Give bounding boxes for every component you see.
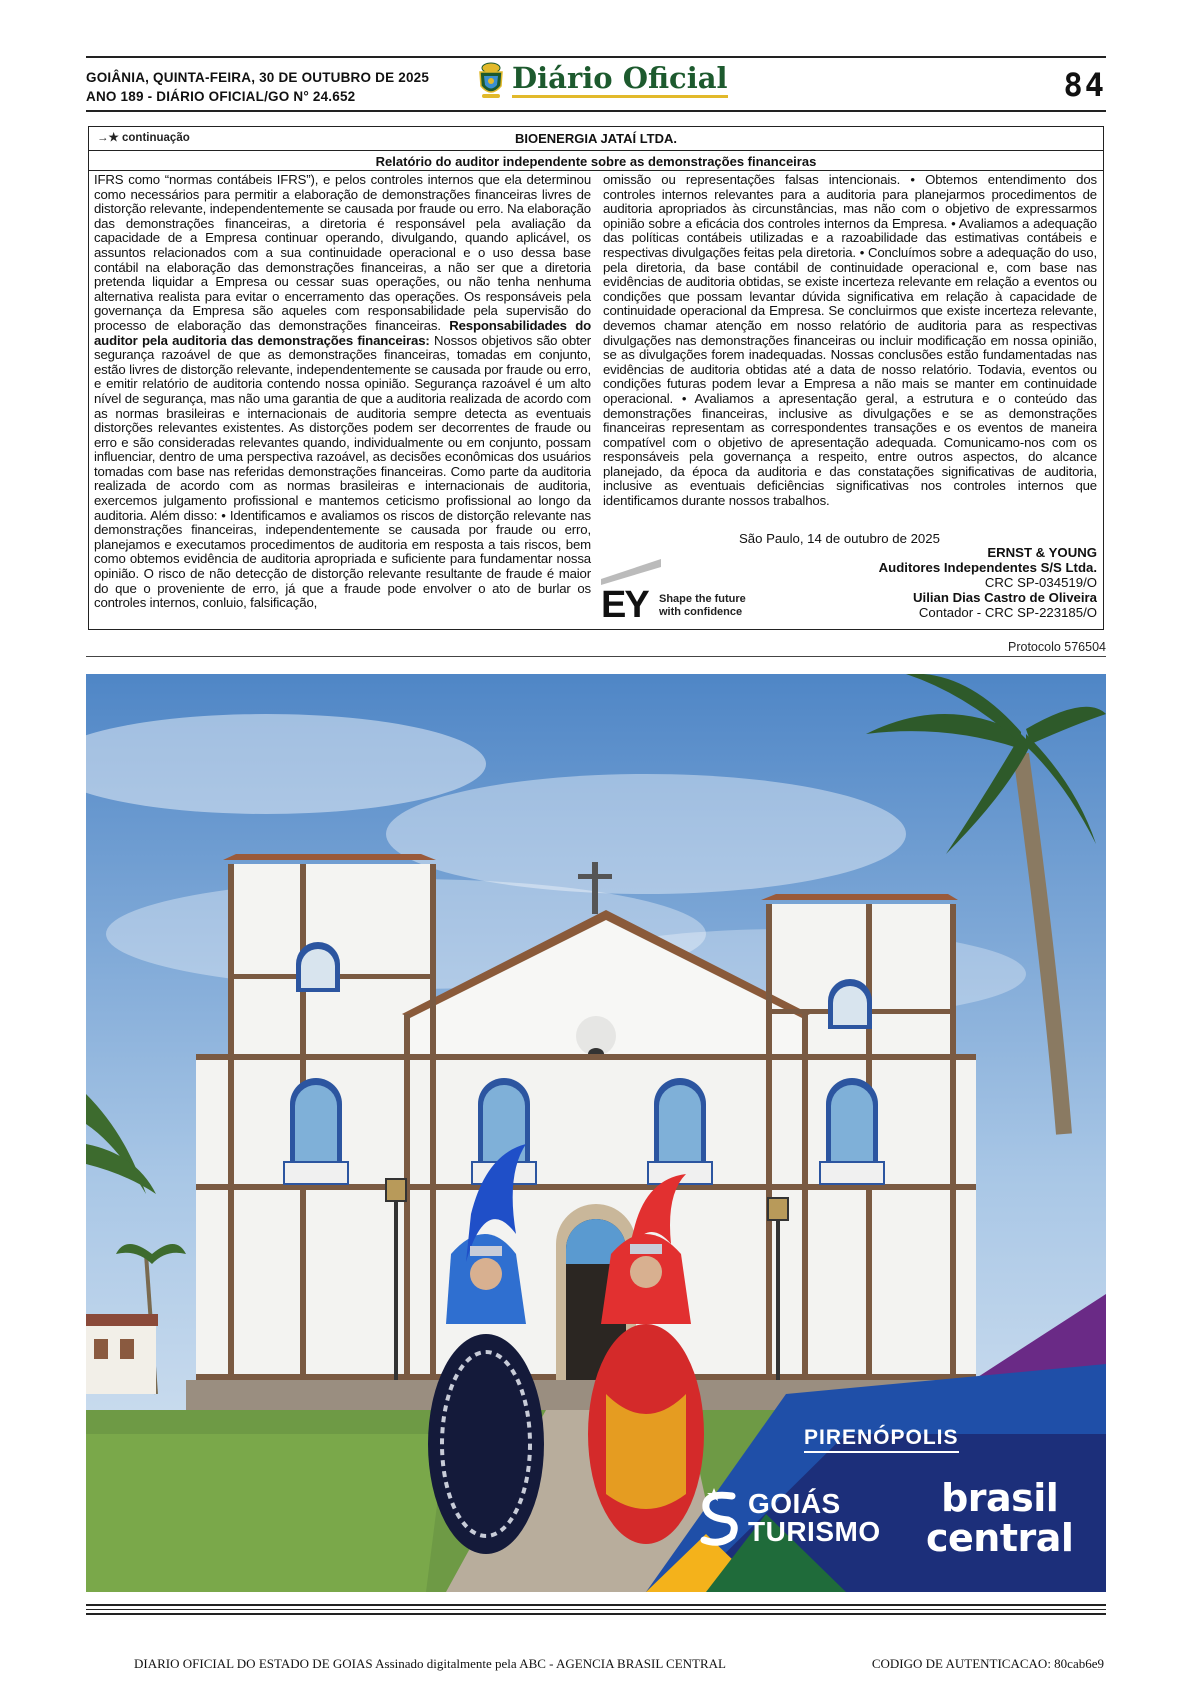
paragraph-text: omissão ou representações falsas intencionais. • Obtemos entendimento dos controles internos relevantes para a auditoria para planejarmos procedimentos de auditoria apropriados às circunstâncias, mas não com o objetivo de expressarmos opinião sobre a eficácia dos controles internos da Empresa. • Avaliamos a adequação das políticas contábeis utilizadas e a razoabilidade das estimativas contábeis e respectivas divulgações feitas pela diretoria. • Concluímos sobre a adequação do uso, pela diretoria, da base contábil de continuidade operacional e, com base nas evidências de auditoria obtidas, se existe incerteza relevante em relação a eventos ou condições que possam levantar dúvida significativa em relação à capacidade de continuidade operacional da Empresa. Se concluirmos que existe incerteza relevante, devemos chamar atenção em nosso relatório de auditoria para as respectivas divulgações nas demonstrações financeiras ou incluir modificação em nossa opinião, se as divulgações forem inadequadas. Nossas conclusões estão fundamentadas nas evidências de auditoria obtidas até a data de nosso relatório. Todavia, eventos ou condições futuras podem levar a Empresa a não mais se manter em continuidade operacional. • Avaliamos a apresentação geral, a estrutura e o conteúdo das demonstrações financeiras, inclusive as divulgações e se as demonstrações financeiras representam as correspondentes transações e os eventos de maneira compatível com o objetivo de apresentação adequada. Comunicamo-nos com os responsáveis pela governança a respeito, entre outros aspectos, do alcance planejado, da época da auditoria e das constatações significativas de auditoria, inclusive as eventuais deficiências significativas nos controles internos que identificamos durante nossos trabalhos. (603, 172, 1097, 509)
report-column-left (94, 173, 591, 611)
auditor-report-publication (88, 126, 1104, 630)
report-title: Relatório do auditor independente sobre as demonstrações financeiras (375, 154, 817, 169)
header-date: GOIÂNIA, QUINTA-FEIRA, 30 DE OUTUBRO DE 2025 (86, 70, 430, 85)
page-number: 84 (1063, 66, 1106, 104)
ey-tagline (659, 593, 746, 619)
logo-text: Diário Oficial (512, 62, 728, 98)
header-bottom-rule (86, 110, 1106, 112)
header-edition: ANO 189 - DIÁRIO OFICIAL/GO N° 24.652 (86, 89, 356, 104)
paragraph-text: Nossos objetivos são obter segurança razoável de que as demonstrações financeiras, tomadas em conjunto, estão livres de distorção relevante, independentemente se causada por fraude ou erro, e emitir relatório de auditoria contendo nossa opinião. Segurança razoável é um alto nível de segurança, mas não uma garantia de que a auditoria realizada de acordo com as normas brasileiras e internacionais de auditoria sempre detecta as eventuais distorções relevantes existentes. As distorções podem ser decorrentes de fraude ou erro e são consideradas relevantes quando, individualmente ou em conjunto, possam influenciar, dentro de uma perspectiva razoável, as decisões econômicas dos usuários tomadas com base nas referidas demonstrações financeiras. Como parte da auditoria realizada de acordo com as normas brasileiras e internacionais de auditoria, exercemos julgamento profissional e mantemos ceticismo profissional ao longo da auditoria. Além disso: • Identificamos e avaliamos os riscos de distorção relevante nas demonstrações financeiras, independentemente se causada por fraude ou erro, planejamos e executamos procedimentos de auditoria em resposta a tais riscos, bem como obtemos evidência de auditoria apropriada e suficiente para fundamentar nossa opinião. O risco de não detecção de distorção relevante resultante de fraude é maior do que o proveniente de erro, já que a fraude pode envolver o ato de burlar os controles internos, conluio, falsificação, (94, 332, 592, 611)
goias-turismo-logo (700, 1488, 881, 1548)
arrow-star-icon: →★ (97, 132, 123, 144)
paragraph-text: IFRS como “normas contábeis IFRS”), e pelos controles internos que ela determinou como necessários para permitir a elaboração de demonstrações financeiras livres de distorção relevante, independentemente se causada por fraude ou erro. Na elaboração das demonstrações financeiras, a diretoria é responsável pela avaliação da capacidade de a Empresa continuar operando, divulgando, quando aplicável, os assuntos relacionados com a sua continuidade operacional e o uso dessa base contábil na elaboração das demonstrações financeiras, a não ser que a diretoria pretenda liquidar a Empresa ou cessar suas operações, ou não tenha nenhuma alternativa realista para evitar o encerramento das operações. Os responsáveis pela governança da Empresa são aqueles com responsabilidade pela supervisão do processo de elaboração das demonstrações financeiras. (94, 172, 591, 333)
protocol-number: Protocolo 576504 (1008, 640, 1106, 654)
ey-tagline-line: Shape the future (659, 593, 746, 605)
goias-turismo-line: TURISMO (748, 1516, 881, 1547)
signature-firm-type: Auditores Independentes S/S Ltda. (878, 560, 1097, 575)
signature-accountant-crc: Contador - CRC SP-223185/O (918, 605, 1097, 620)
brasil-central-line: central (926, 1516, 1074, 1560)
divider (89, 170, 1103, 171)
report-column-right (603, 173, 1097, 509)
church-photo (86, 674, 1106, 1592)
header-top-rule (86, 56, 1106, 58)
footer-signature-notice: DIARIO OFICIAL DO ESTADO DE GOIAS Assinado digitalmente pela ABC - AGENCIA BRASIL CENTRAL (134, 1656, 726, 1671)
diario-oficial-logo (476, 60, 728, 100)
location-label: PIRENÓPOLIS (804, 1426, 959, 1453)
continuation-label: →★ continuação (97, 132, 190, 144)
signature-place-date: São Paulo, 14 de outubro de 2025 (739, 531, 940, 546)
section-heading: Responsabilidades do auditor pela auditoria das demonstrações financeiras: (94, 317, 592, 348)
goias-turismo-s-icon (700, 1488, 740, 1548)
ey-tagline-line: with confidence (659, 606, 743, 618)
ey-mark: EY (601, 584, 648, 619)
brasil-central-line: brasil (941, 1476, 1059, 1520)
goias-turismo-line: GOIÁS (748, 1488, 841, 1519)
divider (89, 150, 1103, 151)
footer-auth-code: CODIGO DE AUTENTICACAO: 80cab6e9 (871, 1656, 1104, 1671)
goias-turismo-text (748, 1490, 881, 1546)
header-edition-info (86, 68, 429, 106)
goias-coat-of-arms-icon (476, 60, 506, 100)
protocol-rule (86, 656, 1106, 657)
brasil-central-logo (926, 1478, 1073, 1558)
signature-accountant: Uilian Dias Castro de Oliveira (913, 590, 1097, 605)
footer-rule (86, 1604, 1106, 1606)
company-name: BIOENERGIA JATAÍ LTDA. (514, 131, 678, 146)
footer-rule (86, 1613, 1106, 1615)
footer-rule (86, 1609, 1106, 1610)
signature-firm: ERNST & YOUNG (987, 545, 1097, 560)
signature-crc: CRC SP-034519/O (984, 575, 1097, 590)
